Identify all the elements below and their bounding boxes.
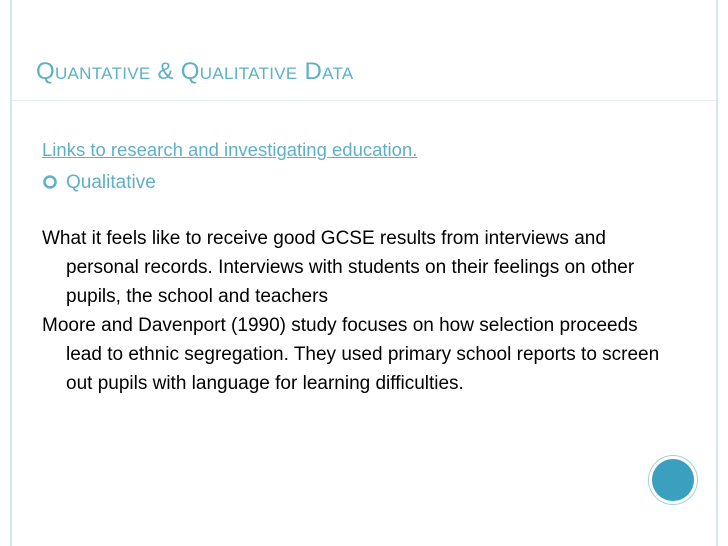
paragraph-moore-davenport: Moore and Davenport (1990) study focuses on how selection proceeds lead to ethnic segregation. They used primary school reports to screen out pupils with language for learning difficulties. [42,315,660,394]
research-link[interactable]: Links to research and investigating education. [42,139,418,160]
title-divider [12,100,716,101]
circle-decoration-icon [649,456,697,504]
slide-title: Quantative & Qualitative Data [36,58,354,85]
slide-content [42,135,662,398]
spacer [42,199,662,224]
bullet-label: Qualitative [66,171,156,193]
circle-bullet-icon [42,172,62,192]
bullet-item-qualitative [42,165,662,199]
paragraph-interviews: What it feels like to receive good GCSE results from interviews and personal records. Interviews with students on their feelings on other pupils, the school and teachers [42,228,635,307]
